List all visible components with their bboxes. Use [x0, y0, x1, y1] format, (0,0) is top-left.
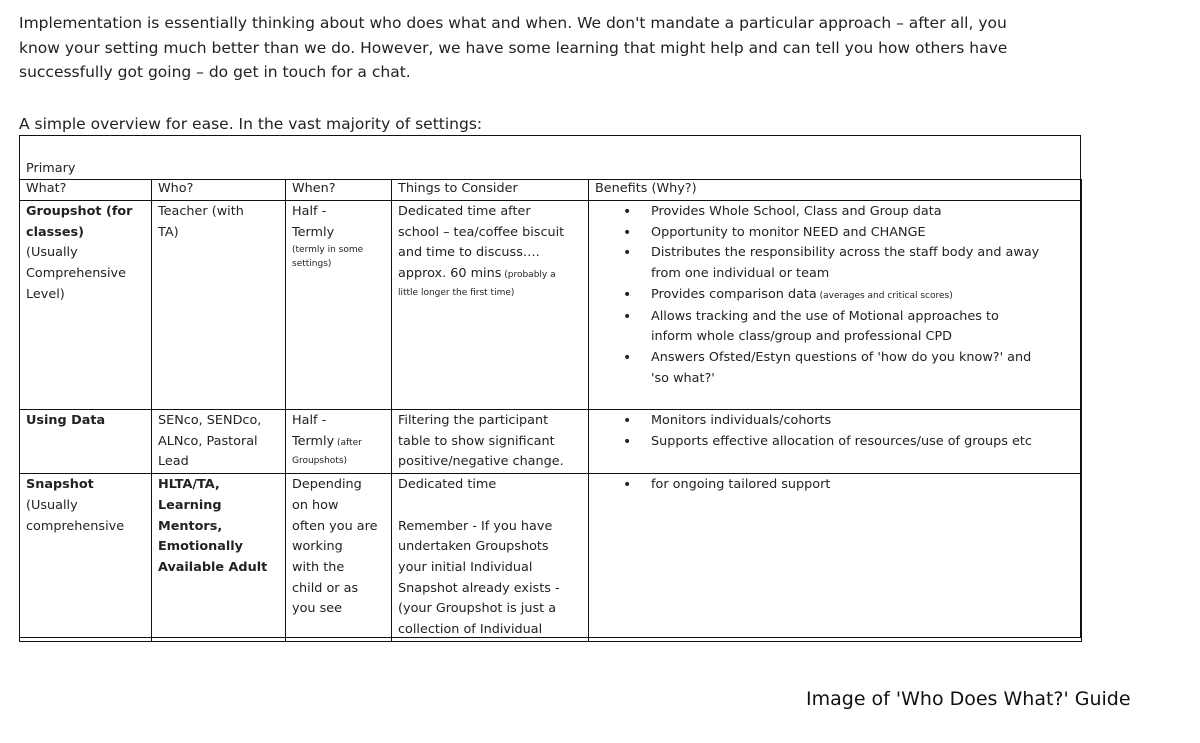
benefits-list: [595, 202, 1075, 389]
cell-benefits: [589, 201, 1082, 410]
list-item: • Provides comparison data (averages and critical scores): [595, 285, 1075, 307]
list-item: • for ongoing tailored support: [595, 475, 1075, 496]
overview-heading: A simple overview for ease. In the vast majority of settings:: [19, 115, 483, 133]
cell-benefits: [589, 410, 1082, 474]
benefits-list: [595, 411, 1075, 452]
list-item: • Opportunity to monitor NEED and CHANGE: [595, 223, 1075, 244]
header-benefits: Benefits (Why?): [589, 180, 1082, 201]
cell-benefits: [589, 474, 1082, 642]
cell-who: SENco, SENDco, ALNco, Pastoral Lead: [152, 410, 286, 474]
cell-who: HLTA/TA, Learning Mentors, Emotionally Available Adult: [152, 474, 286, 642]
benefits-list: [595, 475, 1075, 496]
section-label: Primary: [26, 161, 76, 176]
table-row: [20, 474, 1082, 642]
list-item: • Provides Whole School, Class and Group data: [595, 202, 1075, 223]
list-item: • Monitors individuals/cohorts: [595, 411, 1075, 432]
cell-when: Half - Termly (after Groupshots): [286, 410, 392, 474]
list-item: • Answers Ofsted/Estyn questions of 'how do you know?' and 'so what?': [595, 348, 1075, 389]
cell-when: Half - Termly (termly in some settings): [286, 201, 392, 410]
image-caption: Image of 'Who Does What?' Guide: [806, 688, 1131, 710]
header-what: What?: [20, 180, 152, 201]
intro-line: Implementation is essentially thinking about who does what and when. We don't mandate a particular approach – after all, you: [19, 14, 1007, 32]
header-who: Who?: [152, 180, 286, 201]
cell-what: Using Data: [20, 410, 152, 474]
header-when: When?: [286, 180, 392, 201]
cell-what: Snapshot (Usually comprehensive: [20, 474, 152, 642]
header-row: [20, 180, 1082, 201]
intro-line: successfully got going – do get in touch for a chat.: [19, 63, 411, 81]
cell-consider: Dedicated time after school – tea/coffee biscuit and time to discuss…. approx. 60 mins (probably a little longer the first time): [392, 201, 589, 410]
cell-who: Teacher (with TA): [152, 201, 286, 410]
table-row: [20, 410, 1082, 474]
intro-paragraph: [19, 11, 1099, 85]
cell-when: Depending on how often you are working with the child or as you see: [286, 474, 392, 642]
who-does-what-table: [19, 135, 1081, 638]
cell-consider: Dedicated time Remember - If you have undertaken Groupshots your initial Individual Snapshot already exists - (your Groupshot is just a collection of Individual: [392, 474, 589, 642]
table-row: [20, 201, 1082, 410]
list-item: • Allows tracking and the use of Motional approaches to inform whole class/group and professional CPD: [595, 307, 1075, 348]
list-item: • Distributes the responsibility across the staff body and away from one individual or team: [595, 243, 1075, 284]
cell-consider: Filtering the participant table to show significant positive/negative change.: [392, 410, 589, 474]
intro-line: know your setting much better than we do. However, we have some learning that might help and can tell you how others have: [19, 38, 1008, 57]
list-item: • Supports effective allocation of resources/use of groups etc: [595, 432, 1075, 453]
guide-grid: [19, 179, 1082, 642]
header-consider: Things to Consider: [392, 180, 589, 201]
cell-what: Groupshot (for classes) (Usually Comprehensive Level): [20, 201, 152, 410]
